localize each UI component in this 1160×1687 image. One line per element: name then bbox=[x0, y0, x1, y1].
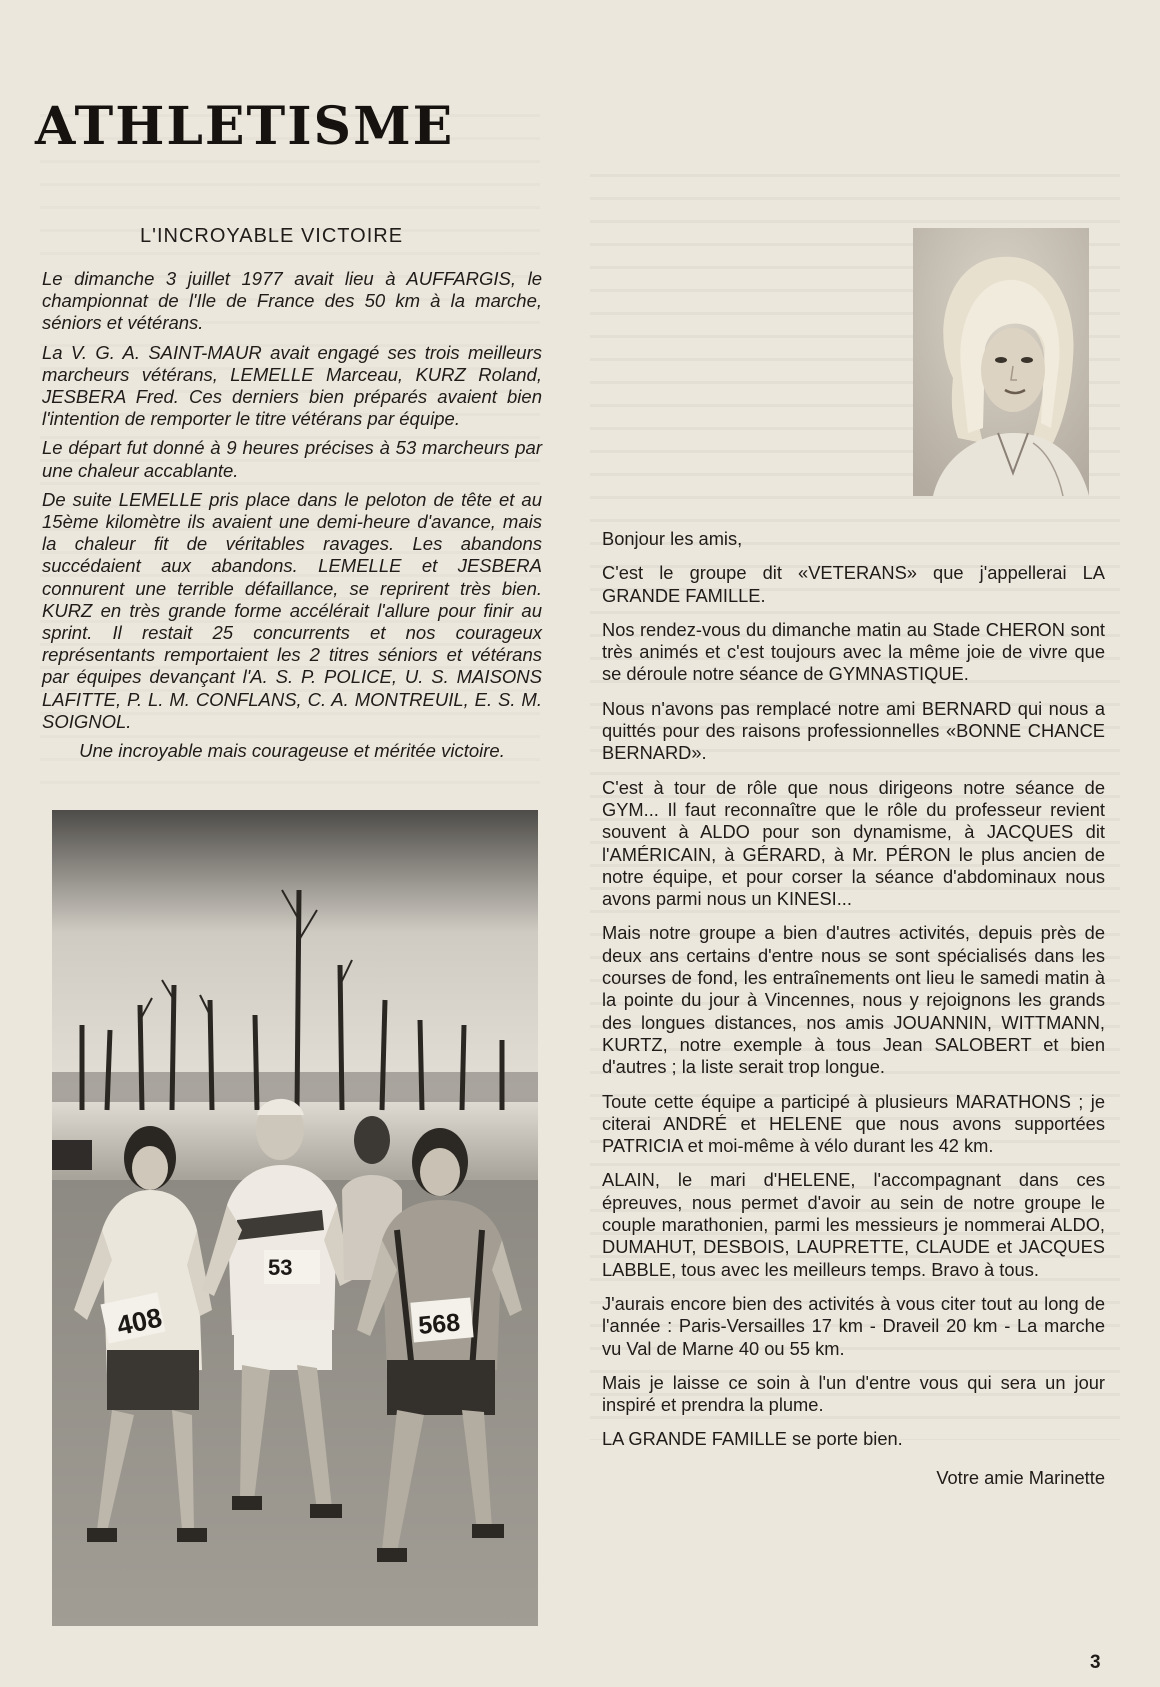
bib-number: 408 bbox=[114, 1302, 165, 1342]
letter-paragraph: C'est à tour de rôle que nous dirigeons notre séance de GYM... Il faut reconnaître que le rôle du professeur revient souvent à ALDO pour son dynamisme, à JACQUES dit l'AMÉRICAIN, à GÉRARD, à Mr. PÉRON le plus ancien de notre équipe, et pour corser la séance d'abdominaux nous avons parmi nous un KINESI... bbox=[602, 776, 1105, 910]
article-paragraph: Le départ fut donné à 9 heures précises à 53 marcheurs par une chaleur accablante. bbox=[42, 437, 542, 481]
athletics-article bbox=[42, 268, 542, 769]
bib-number: 53 bbox=[268, 1255, 293, 1280]
letter-paragraph: Nos rendez-vous du dimanche matin au Stade CHERON sont très animés et c'est toujours avec la même joie de vivre que se déroule notre séance de GYMNASTIQUE. bbox=[602, 618, 1105, 685]
letter-paragraph: ALAIN, le mari d'HELENE, l'accompagnant dans ces épreuves, nous permet d'avoir au sein de notre groupe le couple marathonien, parmi les messieurs je nommerai ALDO, DUMAHUT, DESBOIS, LAUPRETTE, CLAUDE et JACQUES LABBLE, tous avec les meilleurs temps. Bravo à tous. bbox=[602, 1169, 1105, 1280]
section-title: ATHLETISME bbox=[35, 96, 455, 157]
letter-paragraph: Mais notre groupe a bien d'autres activités, depuis près de deux ans certains d'entre nous se sont spécialisés dans les courses de fond, les entraînements ont lieu le samedi matin à la pointe du jour à Vincennes, nous y rejoignons les grands des longues distances, nos amis JOUANNIN, WITTMANN, KURTZ, notre exemple à tous Jean SALOBERT et bien d'autres ; la liste serait trop longue. bbox=[602, 922, 1105, 1078]
article-paragraph: Le dimanche 3 juillet 1977 avait lieu à AUFFARGIS, le championnat de l'Ile de France des 50 km à la marche, séniors et vétérans. bbox=[42, 268, 542, 334]
runners-photo bbox=[52, 810, 538, 1626]
veterans-letter bbox=[602, 528, 1105, 1501]
letter-paragraph: Toute cette équipe a participé à plusieurs MARATHONS ; je citerai ANDRÉ et HELENE que nous avons supportées PATRICIA et moi-même à vélo durant les 42 km. bbox=[602, 1090, 1105, 1157]
letter-paragraph: Nous n'avons pas remplacé notre ami BERNARD qui nous a quittés pour des raisons professionnelles «BONNE CHANCE BERNARD». bbox=[602, 697, 1105, 764]
letter-paragraph: Bonjour les amis, bbox=[602, 528, 743, 549]
letter-signature: Votre amie Marinette bbox=[936, 1466, 1105, 1488]
article-paragraph: Une incroyable mais courageuse et méritée victoire. bbox=[79, 740, 505, 762]
letter-paragraph: LA GRANDE FAMILLE se porte bien. bbox=[602, 1428, 903, 1450]
author-portrait-photo bbox=[913, 228, 1089, 496]
bib-number: 568 bbox=[417, 1308, 462, 1341]
letter-paragraph: J'aurais encore bien des activités à vous citer tout au long de l'année : Paris-Versailles 17 km - Draveil 20 km - La marche vu Val de Marne 40 ou 55 km. bbox=[602, 1292, 1105, 1359]
article-paragraph: La V. G. A. SAINT-MAUR avait engagé ses trois meilleurs marcheurs vétérans, LEMELLE Marceau, KURZ Roland, JESBERA Fred. Ces derniers bien préparés avaient bien l'intention de remporter le titre vétérans par équipe. bbox=[42, 341, 542, 430]
page-number: 3 bbox=[1090, 1652, 1101, 1673]
article-paragraph: De suite LEMELLE pris place dans le peloton de tête et au 15ème kilomètre ils avaient une demi-heure d'avance, mais la chaleur fit de véritables ravages. Les abandons succédaient aux abandons. LEMELLE et JESBERA connurent une terrible défaillance, se reprirent très bien. KURZ en très grande forme accélérait l'allure pour finir au sprint. Il restait 25 concurrents et nos courageux représentants remportaient les 2 titres séniors et vétérans par équipes devançant l'A. S. P. POLICE, U. S. MAISONS LAFITTE, P. L. M. CONFLANS, C. A. MONTREUIL, E. S. M. SOIGNOL. bbox=[42, 488, 542, 732]
article-subtitle: L'INCROYABLE VICTOIRE bbox=[140, 225, 404, 247]
letter-paragraph: Mais je laisse ce soin à l'un d'entre vous qui sera un jour inspiré et prendra la plume. bbox=[602, 1371, 1105, 1416]
letter-paragraph: C'est le groupe dit «VETERANS» que j'appellerai LA GRANDE FAMILLE. bbox=[602, 562, 1105, 606]
